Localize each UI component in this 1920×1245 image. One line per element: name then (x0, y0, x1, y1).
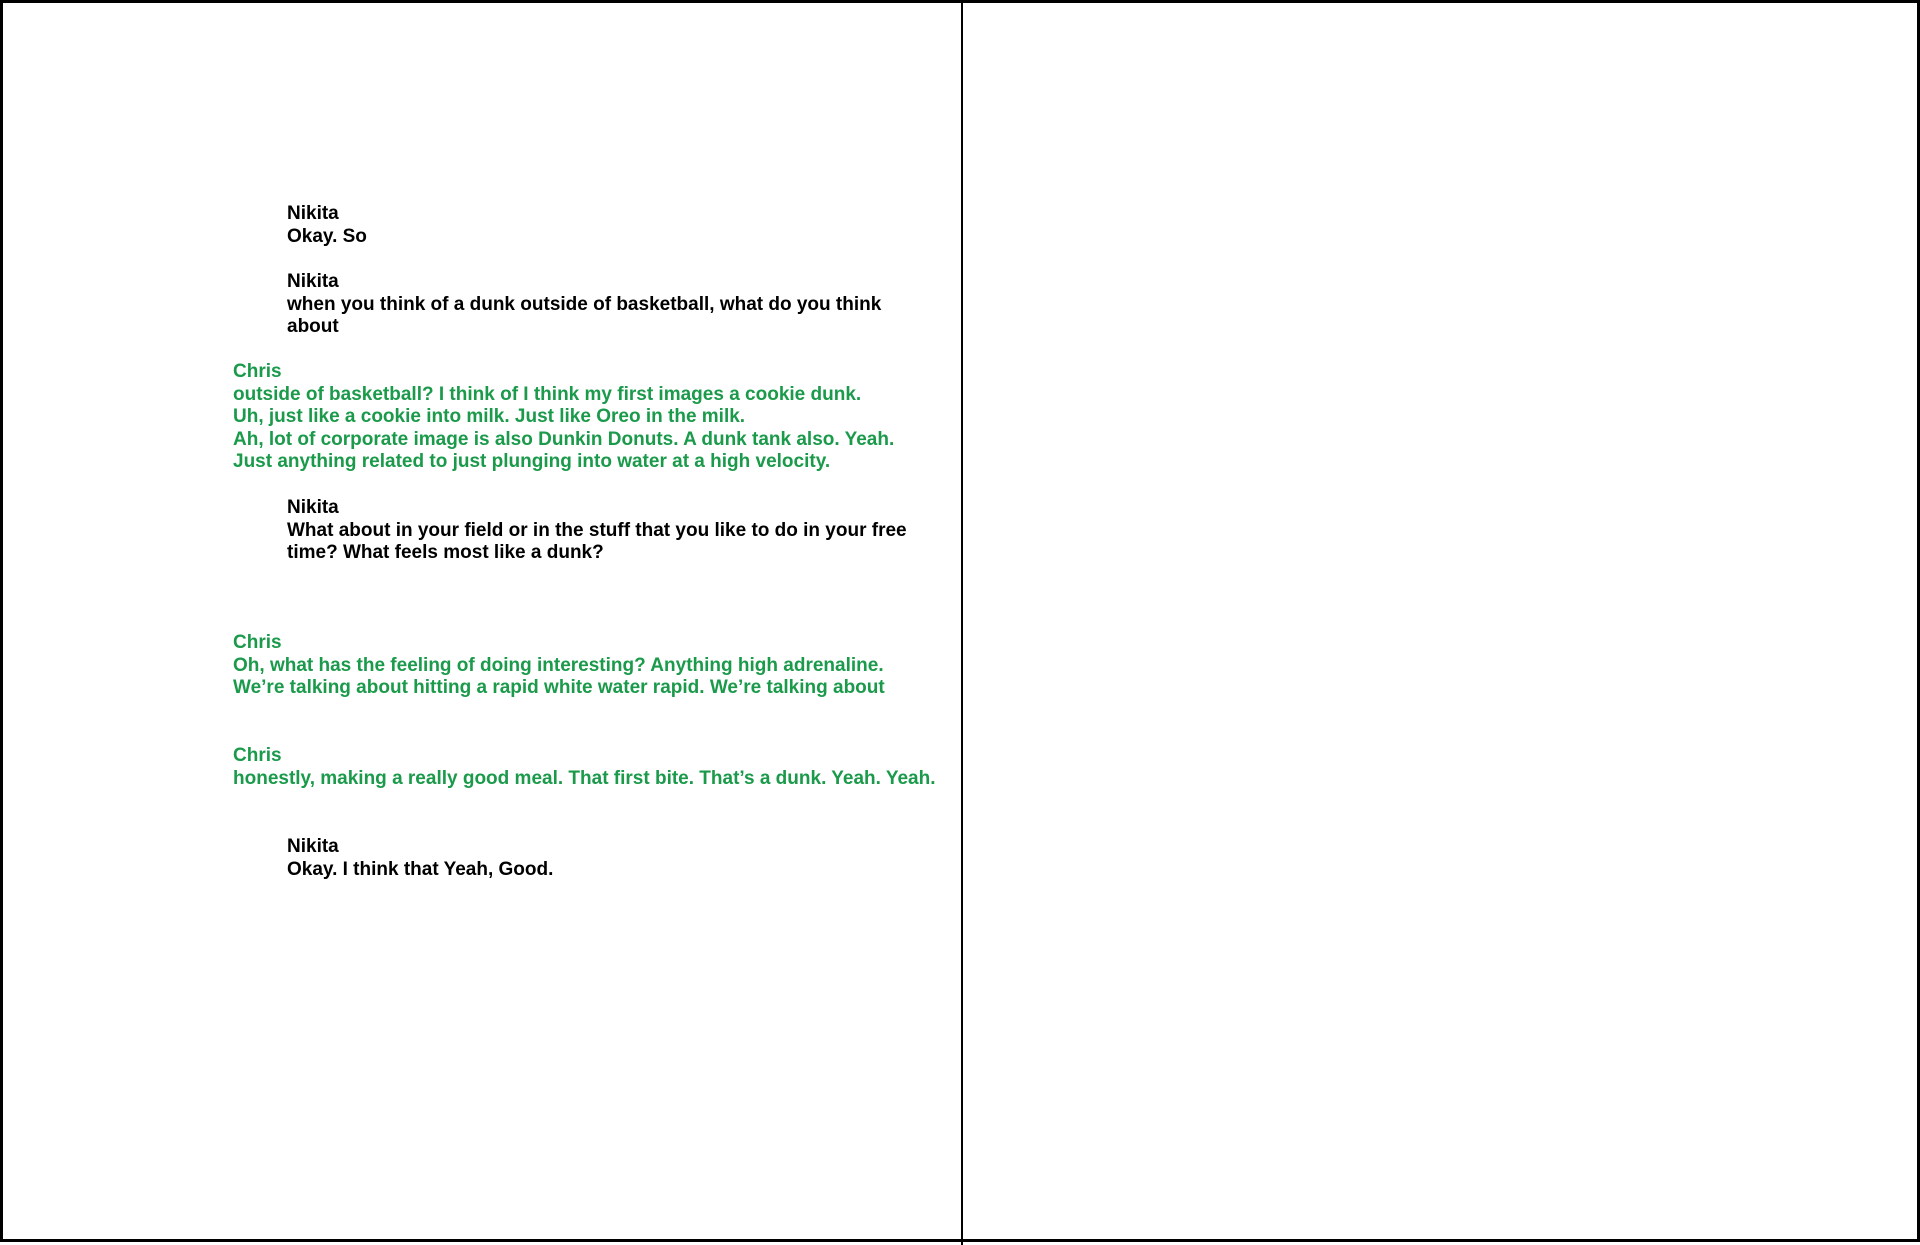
utterance-line: Just anything related to just plunging into water at a high velocity. (233, 451, 831, 472)
left-page (3, 3, 961, 1245)
speaker-name: Chris (233, 632, 282, 653)
utterance-line: outside of basketball? I think of I think my first images a cookie dunk. (233, 383, 862, 405)
utterance-line: Uh, just like a cookie into milk. Just like Oreo in the milk. (233, 406, 746, 427)
utterance-line: Ah, lot of corporate image is also Dunkin Donuts. A dunk tank also. Yeah. (233, 428, 895, 450)
transcript-entry-nikita (287, 836, 553, 881)
speaker-name: Chris (233, 745, 282, 766)
speaker-name: Nikita (287, 271, 339, 292)
speaker-name: Nikita (287, 203, 339, 224)
utterance-line: about (287, 316, 339, 337)
utterance-line: time? What feels most like a dunk? (287, 542, 604, 563)
utterance-line: What about in your field or in the stuff that you like to do in your free (287, 519, 907, 541)
speaker-name: Chris (233, 361, 282, 382)
right-page (963, 3, 1920, 1245)
utterance-line: We’re talking about hitting a rapid white water rapid. We’re talking about (233, 677, 885, 698)
utterance-line: Okay. So (287, 225, 367, 247)
utterance-line: Okay. I think that Yeah, Good. (287, 858, 554, 880)
transcript-entry-chris (233, 632, 885, 700)
utterance-line: Oh, what has the feeling of doing interesting? Anything high adrenaline. (233, 654, 884, 676)
utterance-line: honestly, making a really good meal. That first bite. That’s a dunk. Yeah. Yeah. (233, 767, 936, 789)
speaker-name: Nikita (287, 497, 339, 518)
speaker-name: Nikita (287, 836, 339, 857)
transcript-entry-nikita (287, 497, 907, 565)
transcript-entry-nikita (287, 203, 367, 248)
transcript-entry-nikita (287, 271, 881, 339)
utterance-line: when you think of a dunk outside of basketball, what do you think (287, 293, 882, 315)
transcript-entry-chris (233, 745, 936, 790)
transcript-entry-chris (233, 361, 894, 474)
